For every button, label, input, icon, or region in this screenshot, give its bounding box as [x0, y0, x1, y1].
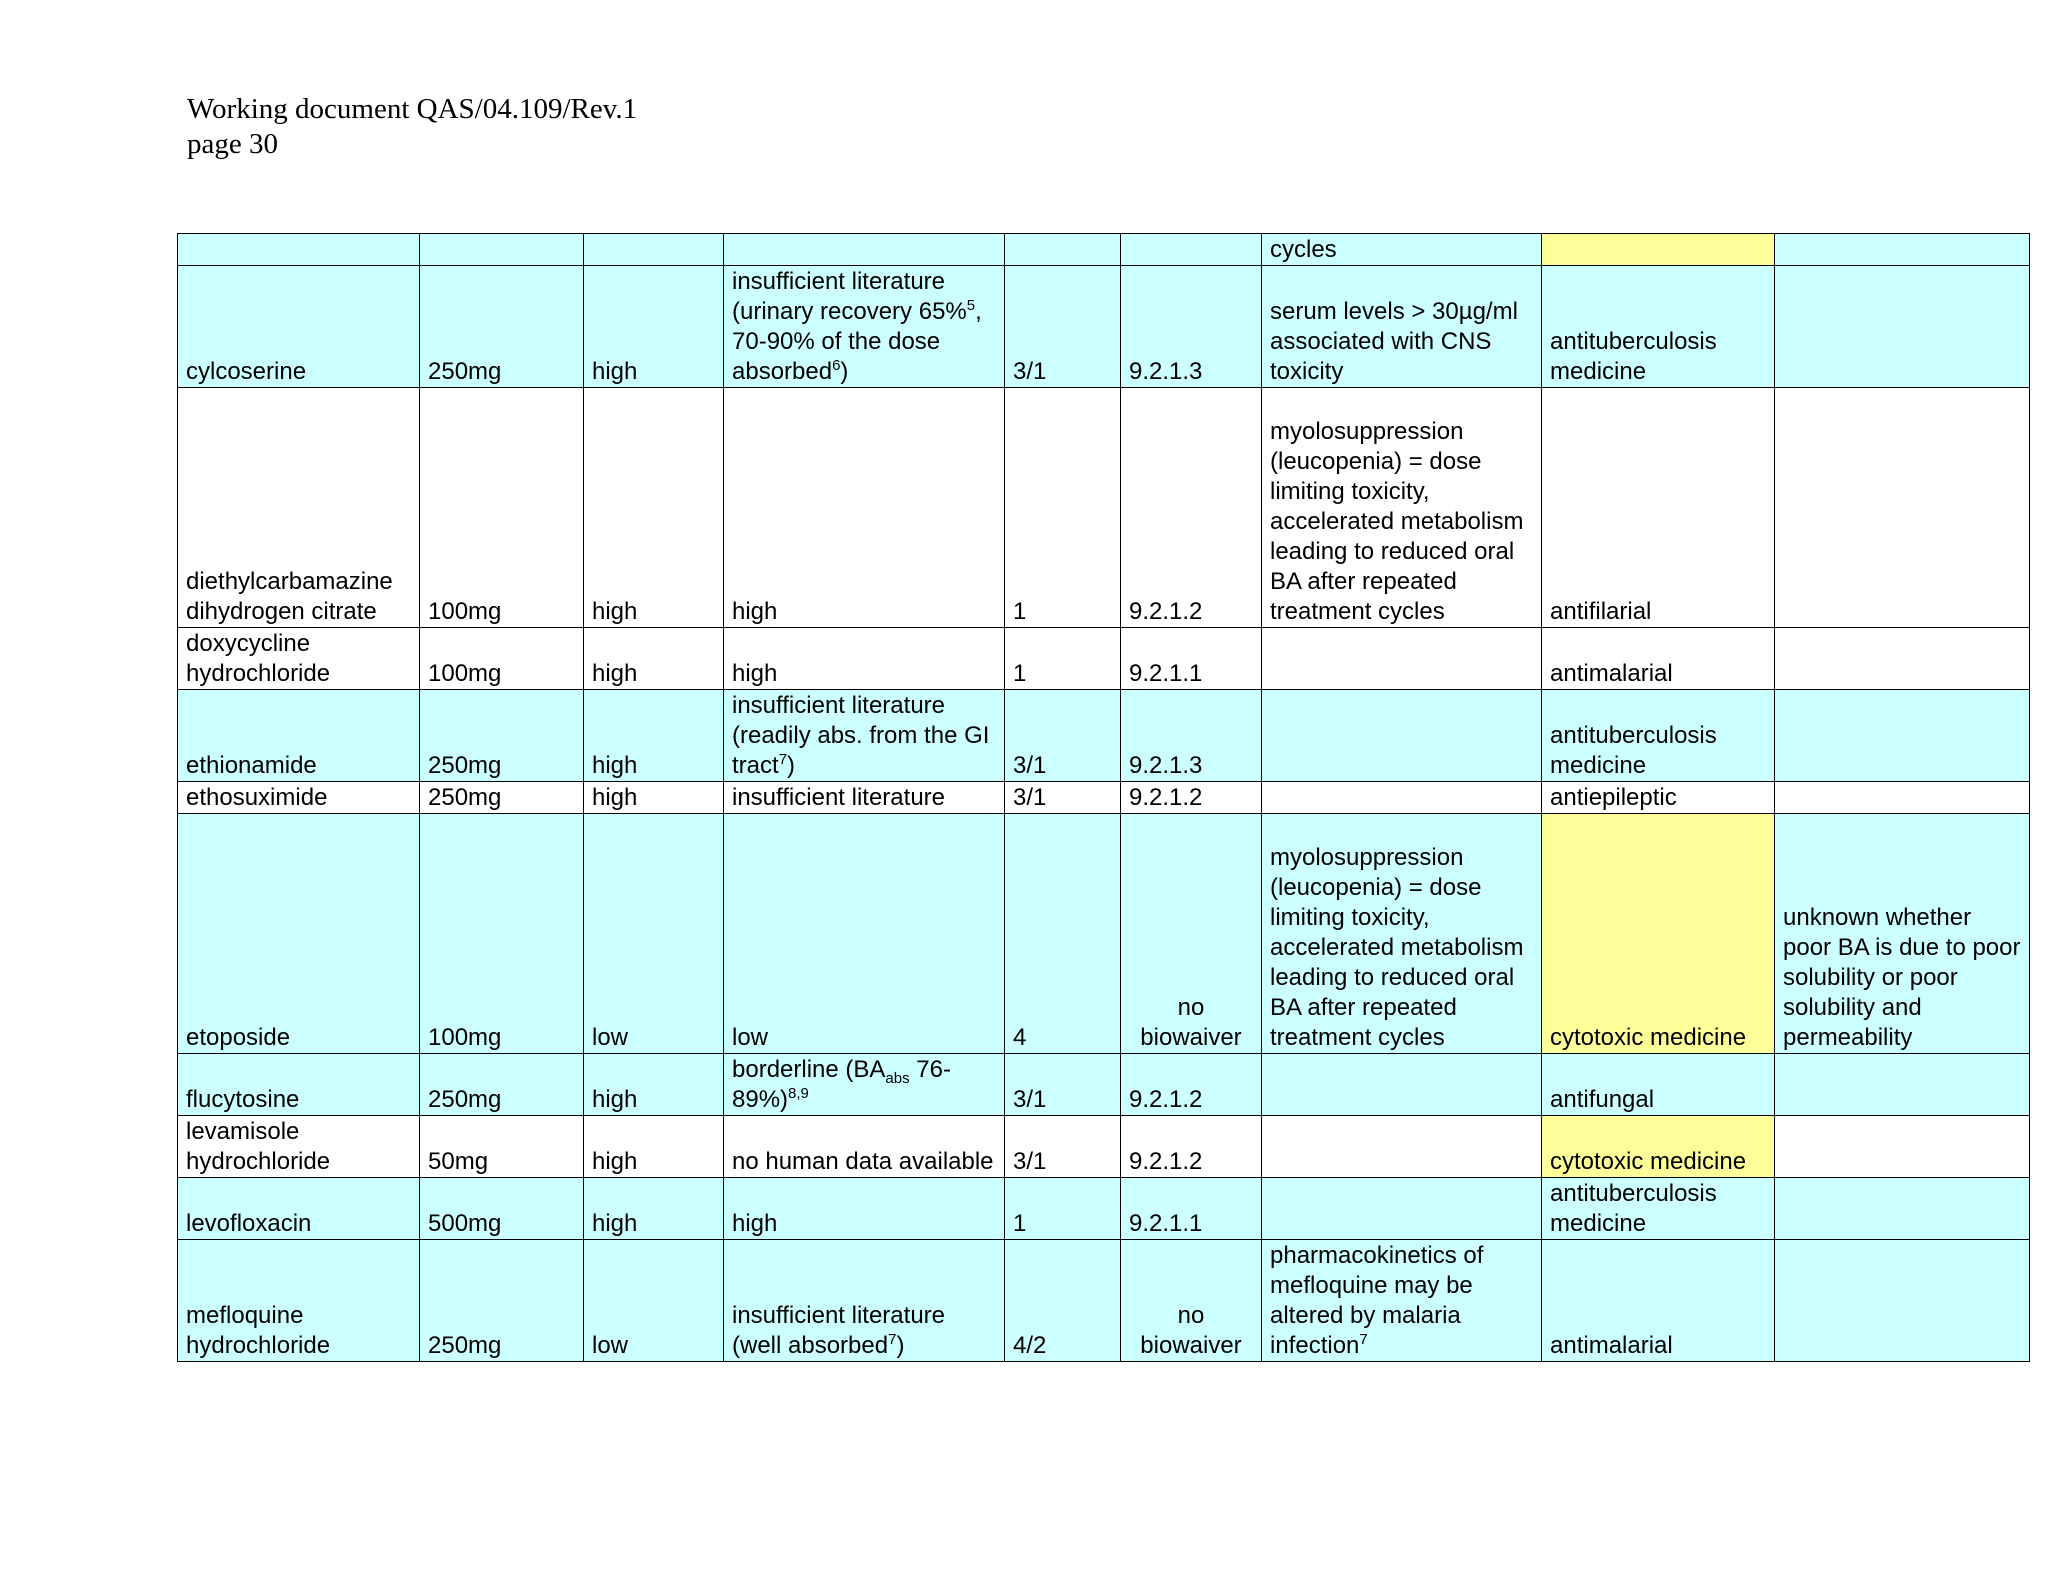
footnote-ref: 7	[888, 1331, 897, 1348]
cell-permeability: high	[724, 628, 1005, 690]
cell-risks: pharmacokinetics of mefloquine may be altered by malaria infection$^7$	[1262, 1240, 1542, 1362]
footnote-ref: 6	[832, 357, 841, 374]
cell-solubility: low	[584, 814, 724, 1054]
cell-comments	[1775, 690, 2030, 782]
cell-biowaiver: no biowaiver	[1121, 814, 1262, 1054]
medicine-table	[177, 233, 2030, 1362]
cell-permeability: insufficient literature (readily abs. from the GI tract$^7$)	[724, 690, 1005, 782]
cell-biowaiver: 9.2.1.1	[1121, 1178, 1262, 1240]
cell-indication	[1542, 234, 1775, 266]
cell-permeability: low	[724, 814, 1005, 1054]
cell-permeability: insufficient literature (urinary recovery 65%$^5$, 70-90% of the dose absorbed$^6$)	[724, 266, 1005, 388]
cell-indication: antituberculosis medicine	[1542, 690, 1775, 782]
cell-bcs-class: 3/1	[1005, 782, 1121, 814]
cell-risks: myolosuppression (leucopenia) = dose limiting toxicity, accelerated metabolism leading to reduced oral BA after repeated treatment cycles	[1262, 388, 1542, 628]
cell-biowaiver: 9.2.1.3	[1121, 266, 1262, 388]
cell-medicine: ethosuximide	[178, 782, 420, 814]
cell-comments	[1775, 1240, 2030, 1362]
footnote-ref: 8,9	[788, 1085, 809, 1102]
cell-risks: myolosuppression (leucopenia) = dose limiting toxicity, accelerated metabolism leading to reduced oral BA after repeated treatment cycles	[1262, 814, 1542, 1054]
table-row	[178, 234, 2030, 266]
cell-permeability: borderline ($BA_{abs}$ 76-89%)$^{8,9}$	[724, 1054, 1005, 1116]
cell-bcs-class: 3/1	[1005, 266, 1121, 388]
cell-comments	[1775, 782, 2030, 814]
cell-biowaiver: 9.2.1.2	[1121, 1116, 1262, 1178]
cell-indication: antimalarial	[1542, 1240, 1775, 1362]
cell-risks	[1262, 690, 1542, 782]
cell-biowaiver: 9.2.1.2	[1121, 1054, 1262, 1116]
cell-permeability: insufficient literature	[724, 782, 1005, 814]
cell-solubility	[584, 234, 724, 266]
cell-bcs-class: 1	[1005, 1178, 1121, 1240]
cell-medicine: diethylcarbamazine dihydrogen citrate	[178, 388, 420, 628]
cell-medicine: flucytosine	[178, 1054, 420, 1116]
subscript: abs	[885, 1069, 910, 1087]
cell-medicine	[178, 234, 420, 266]
table-row	[178, 628, 2030, 690]
cell-strength: 100mg	[420, 388, 584, 628]
cell-indication: antifilarial	[1542, 388, 1775, 628]
cell-comments	[1775, 388, 2030, 628]
cell-risks	[1262, 1178, 1542, 1240]
cell-medicine: levamisole hydrochloride	[178, 1116, 420, 1178]
cell-medicine: ethionamide	[178, 690, 420, 782]
footnote-ref: 7	[1359, 1331, 1368, 1348]
table-row	[178, 266, 2030, 388]
cell-bcs-class: 3/1	[1005, 1054, 1121, 1116]
cell-risks	[1262, 628, 1542, 690]
cell-strength: 250mg	[420, 1240, 584, 1362]
cell-comments	[1775, 628, 2030, 690]
cell-solubility: high	[584, 690, 724, 782]
cell-bcs-class: 4	[1005, 814, 1121, 1054]
cell-comments	[1775, 1178, 2030, 1240]
document-header	[187, 92, 637, 162]
cell-biowaiver: 9.2.1.2	[1121, 388, 1262, 628]
cell-risks: cycles	[1262, 234, 1542, 266]
cell-solubility: high	[584, 388, 724, 628]
cell-risks	[1262, 1054, 1542, 1116]
table-row	[178, 1116, 2030, 1178]
cell-indication: cytotoxic medicine	[1542, 814, 1775, 1054]
cell-bcs-class: 3/1	[1005, 690, 1121, 782]
cell-biowaiver: 9.2.1.2	[1121, 782, 1262, 814]
cell-permeability	[724, 234, 1005, 266]
cell-strength: 50mg	[420, 1116, 584, 1178]
cell-bcs-class	[1005, 234, 1121, 266]
cell-medicine: mefloquine hydrochloride	[178, 1240, 420, 1362]
document-title: Working document QAS/04.109/Rev.1	[187, 93, 638, 125]
footnote-ref: 7	[778, 751, 788, 768]
cell-medicine: cylcoserine	[178, 266, 420, 388]
cell-indication: cytotoxic medicine	[1542, 1116, 1775, 1178]
cell-indication: antimalarial	[1542, 628, 1775, 690]
cell-strength	[420, 234, 584, 266]
cell-comments	[1775, 1054, 2030, 1116]
table-row	[178, 1054, 2030, 1116]
cell-permeability: no human data available	[724, 1116, 1005, 1178]
cell-comments	[1775, 266, 2030, 388]
cell-biowaiver	[1121, 234, 1262, 266]
cell-strength: 250mg	[420, 1054, 584, 1116]
page-number: page 30	[187, 128, 278, 160]
cell-bcs-class: 1	[1005, 628, 1121, 690]
cell-solubility: high	[584, 782, 724, 814]
table-row	[178, 1178, 2030, 1240]
cell-medicine: doxycycline hydrochloride	[178, 628, 420, 690]
cell-medicine: levofloxacin	[178, 1178, 420, 1240]
cell-solubility: high	[584, 1054, 724, 1116]
cell-indication: antiepileptic	[1542, 782, 1775, 814]
cell-bcs-class: 3/1	[1005, 1116, 1121, 1178]
cell-indication: antifungal	[1542, 1054, 1775, 1116]
table-row	[178, 782, 2030, 814]
cell-comments	[1775, 234, 2030, 266]
cell-permeability: high	[724, 388, 1005, 628]
cell-comments	[1775, 1116, 2030, 1178]
cell-biowaiver: no biowaiver	[1121, 1240, 1262, 1362]
cell-comments: unknown whether poor BA is due to poor solubility or poor solubility and permeability	[1775, 814, 2030, 1054]
cell-strength: 250mg	[420, 690, 584, 782]
cell-risks	[1262, 782, 1542, 814]
cell-risks: serum levels > 30µg/ml associated with CNS toxicity	[1262, 266, 1542, 388]
cell-solubility: high	[584, 628, 724, 690]
table-row	[178, 814, 2030, 1054]
cell-strength: 250mg	[420, 266, 584, 388]
cell-solubility: high	[584, 1116, 724, 1178]
footnote-ref: 5	[966, 297, 976, 314]
cell-permeability: high	[724, 1178, 1005, 1240]
cell-medicine: etoposide	[178, 814, 420, 1054]
cell-indication: antituberculosis medicine	[1542, 1178, 1775, 1240]
cell-solubility: high	[584, 1178, 724, 1240]
cell-risks	[1262, 1116, 1542, 1178]
table-row	[178, 690, 2030, 782]
cell-bcs-class: 1	[1005, 388, 1121, 628]
table-row	[178, 1240, 2030, 1362]
cell-permeability: insufficient literature (well absorbed$^7$)	[724, 1240, 1005, 1362]
cell-strength: 500mg	[420, 1178, 584, 1240]
cell-biowaiver: 9.2.1.3	[1121, 690, 1262, 782]
cell-solubility: low	[584, 1240, 724, 1362]
table-row	[178, 388, 2030, 628]
cell-biowaiver: 9.2.1.1	[1121, 628, 1262, 690]
cell-strength: 250mg	[420, 782, 584, 814]
cell-strength: 100mg	[420, 814, 584, 1054]
cell-indication: antituberculosis medicine	[1542, 266, 1775, 388]
cell-bcs-class: 4/2	[1005, 1240, 1121, 1362]
cell-strength: 100mg	[420, 628, 584, 690]
cell-solubility: high	[584, 266, 724, 388]
